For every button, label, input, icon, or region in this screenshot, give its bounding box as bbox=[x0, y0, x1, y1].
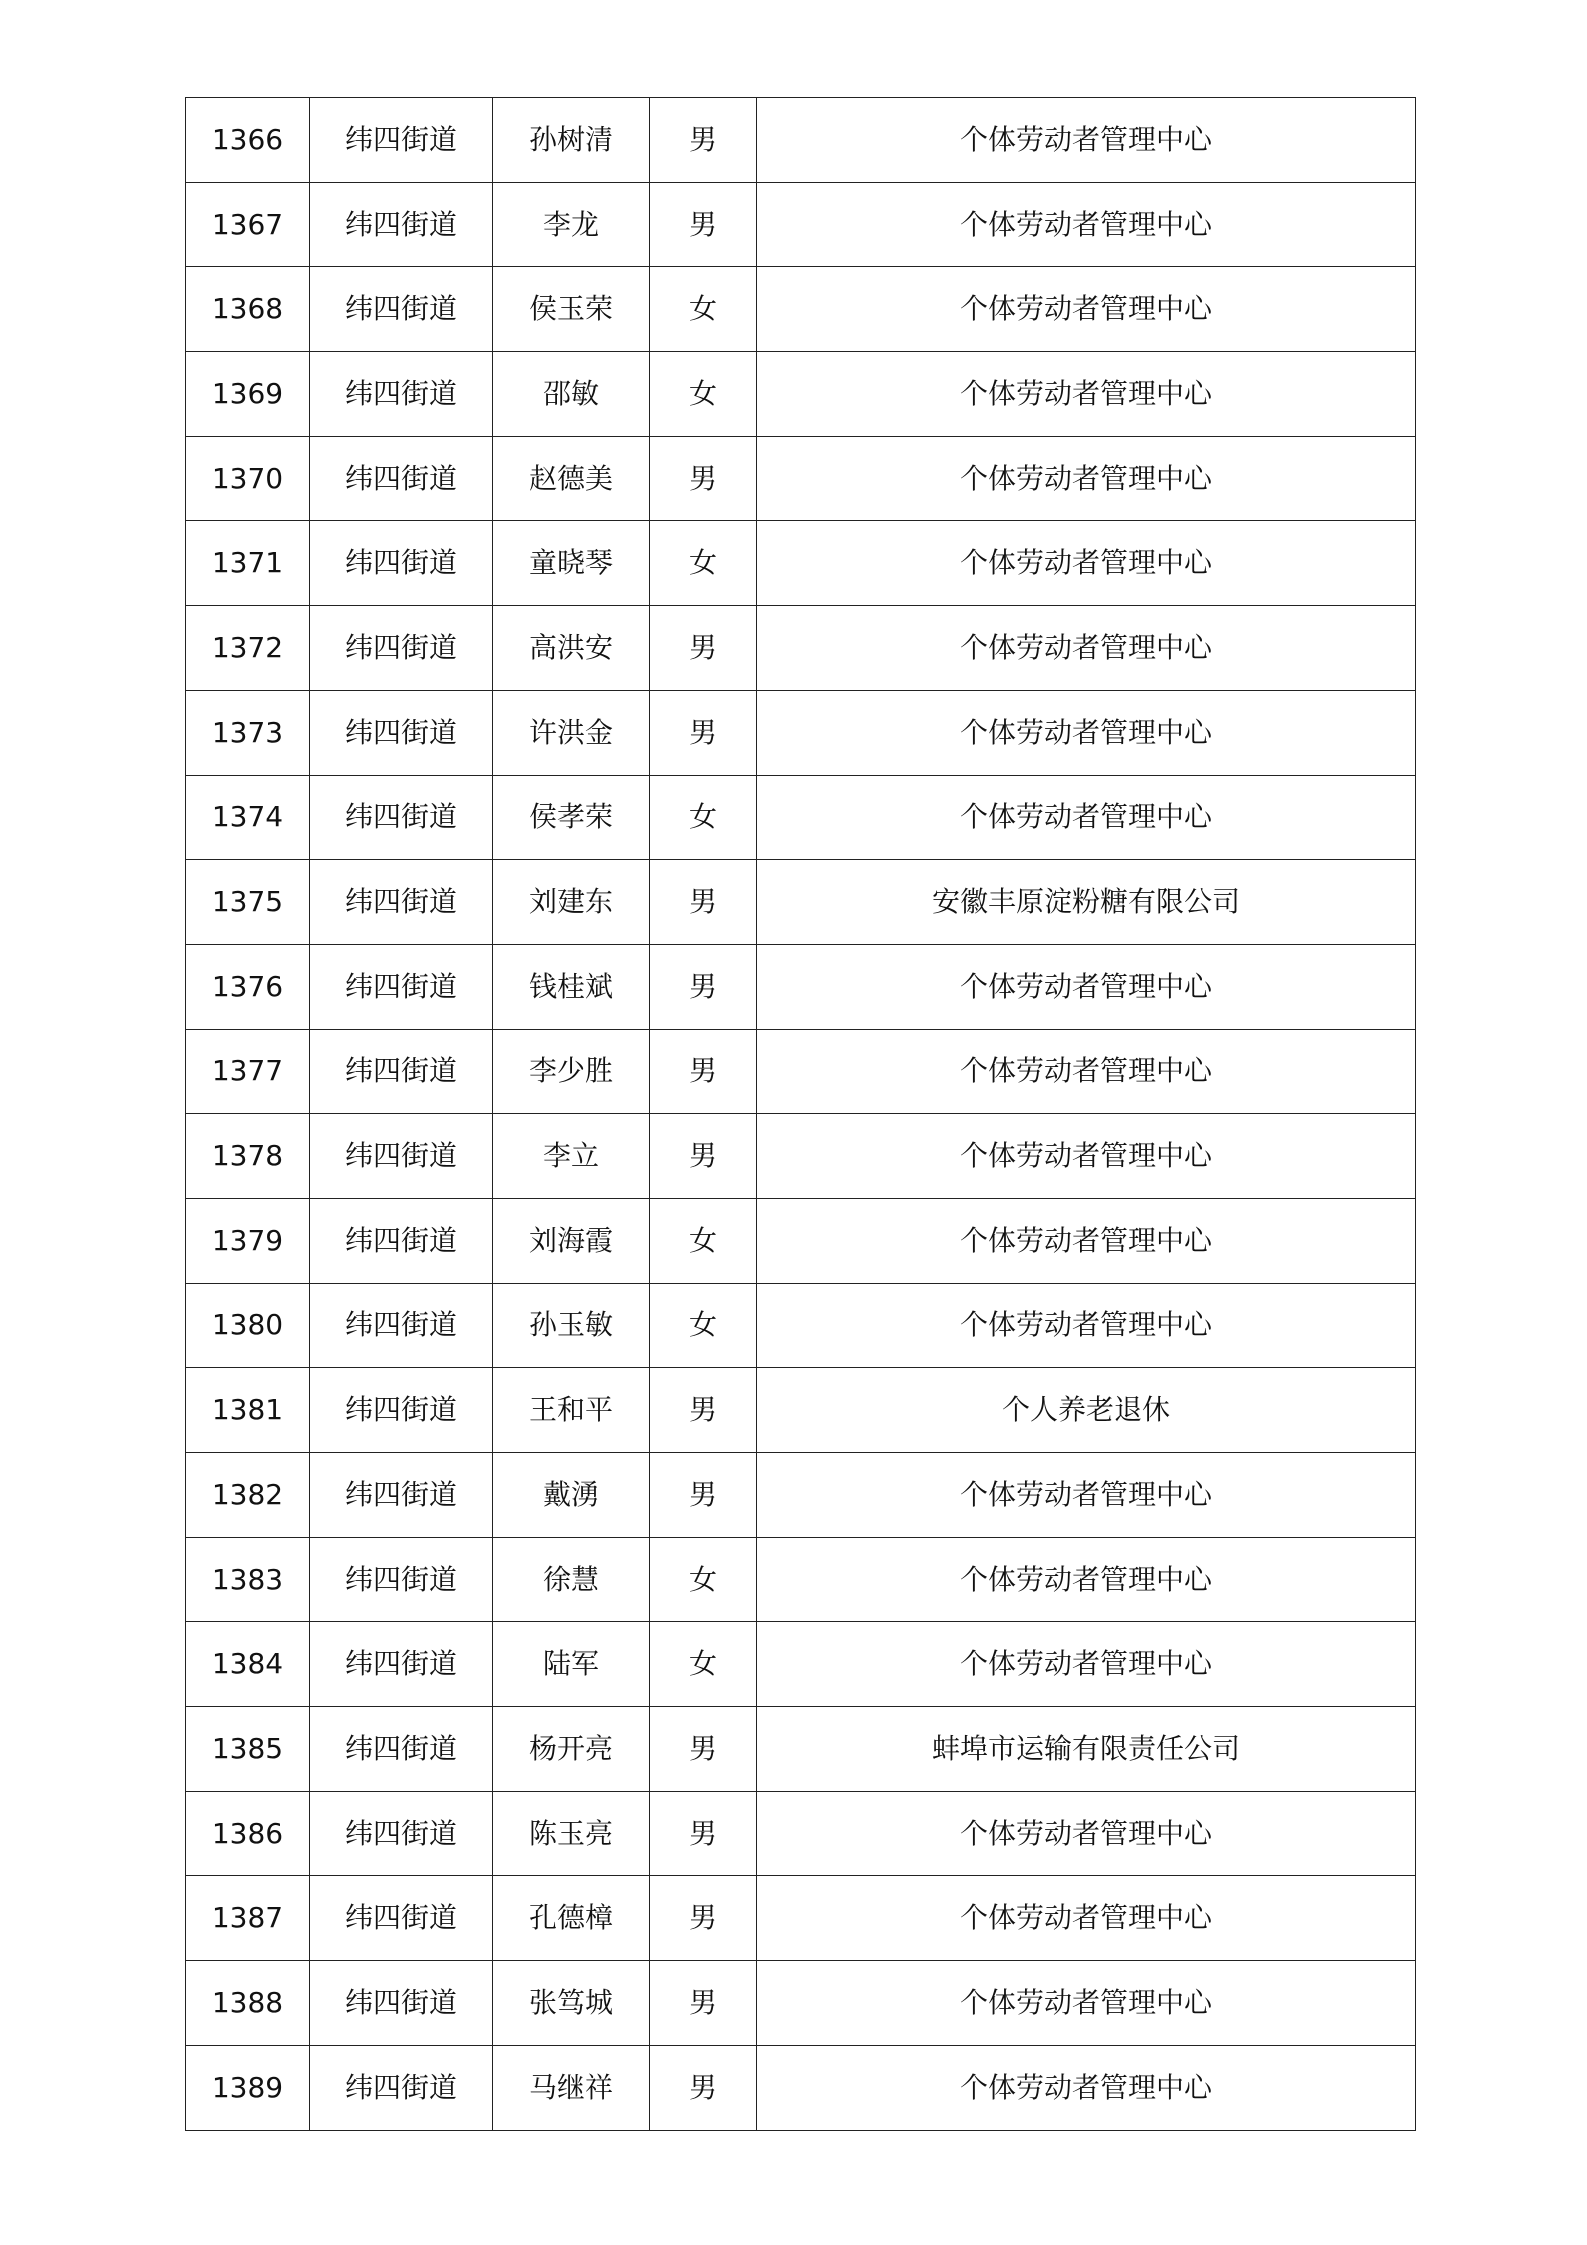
person-name-cell: 杨开亮 bbox=[493, 1707, 650, 1792]
roster-table bbox=[185, 97, 1416, 2131]
gender-cell: 女 bbox=[650, 1283, 757, 1368]
work-unit-cell: 安徽丰原淀粉糖有限公司 bbox=[757, 860, 1416, 945]
row-number-cell: 1388 bbox=[186, 1961, 310, 2046]
table-row bbox=[186, 1283, 1416, 1368]
street-cell: 纬四街道 bbox=[310, 1198, 493, 1283]
gender-cell: 男 bbox=[650, 690, 757, 775]
person-name-cell: 李龙 bbox=[493, 182, 650, 267]
row-number-cell: 1377 bbox=[186, 1029, 310, 1114]
gender-cell: 女 bbox=[650, 1622, 757, 1707]
street-cell: 纬四街道 bbox=[310, 1029, 493, 1114]
work-unit-cell: 个人养老退休 bbox=[757, 1368, 1416, 1453]
table-row bbox=[186, 1198, 1416, 1283]
work-unit-cell: 个体劳动者管理中心 bbox=[757, 1791, 1416, 1876]
table-row bbox=[186, 1537, 1416, 1622]
person-name-cell: 侯孝荣 bbox=[493, 775, 650, 860]
gender-cell: 女 bbox=[650, 1198, 757, 1283]
gender-cell: 男 bbox=[650, 944, 757, 1029]
gender-cell: 男 bbox=[650, 1368, 757, 1453]
street-cell: 纬四街道 bbox=[310, 352, 493, 437]
row-number-cell: 1375 bbox=[186, 860, 310, 945]
table-row bbox=[186, 1114, 1416, 1199]
street-cell: 纬四街道 bbox=[310, 1707, 493, 1792]
work-unit-cell: 个体劳动者管理中心 bbox=[757, 1537, 1416, 1622]
street-cell: 纬四街道 bbox=[310, 606, 493, 691]
gender-cell: 女 bbox=[650, 1537, 757, 1622]
work-unit-cell: 个体劳动者管理中心 bbox=[757, 98, 1416, 183]
row-number-cell: 1385 bbox=[186, 1707, 310, 1792]
gender-cell: 男 bbox=[650, 182, 757, 267]
work-unit-cell: 个体劳动者管理中心 bbox=[757, 1453, 1416, 1538]
gender-cell: 男 bbox=[650, 1791, 757, 1876]
row-number-cell: 1387 bbox=[186, 1876, 310, 1961]
gender-cell: 男 bbox=[650, 606, 757, 691]
person-name-cell: 高洪安 bbox=[493, 606, 650, 691]
person-name-cell: 孙玉敏 bbox=[493, 1283, 650, 1368]
street-cell: 纬四街道 bbox=[310, 1876, 493, 1961]
gender-cell: 男 bbox=[650, 98, 757, 183]
table-row bbox=[186, 944, 1416, 1029]
gender-cell: 男 bbox=[650, 2045, 757, 2130]
table-row bbox=[186, 860, 1416, 945]
row-number-cell: 1370 bbox=[186, 436, 310, 521]
row-number-cell: 1374 bbox=[186, 775, 310, 860]
row-number-cell: 1371 bbox=[186, 521, 310, 606]
person-name-cell: 许洪金 bbox=[493, 690, 650, 775]
work-unit-cell: 个体劳动者管理中心 bbox=[757, 1029, 1416, 1114]
table-row bbox=[186, 267, 1416, 352]
person-name-cell: 钱桂斌 bbox=[493, 944, 650, 1029]
person-name-cell: 刘海霞 bbox=[493, 1198, 650, 1283]
gender-cell: 男 bbox=[650, 1876, 757, 1961]
gender-cell: 男 bbox=[650, 1707, 757, 1792]
row-number-cell: 1382 bbox=[186, 1453, 310, 1538]
table-row bbox=[186, 436, 1416, 521]
table-row bbox=[186, 182, 1416, 267]
work-unit-cell: 个体劳动者管理中心 bbox=[757, 775, 1416, 860]
person-name-cell: 徐慧 bbox=[493, 1537, 650, 1622]
gender-cell: 男 bbox=[650, 436, 757, 521]
gender-cell: 男 bbox=[650, 1453, 757, 1538]
street-cell: 纬四街道 bbox=[310, 521, 493, 606]
person-name-cell: 陈玉亮 bbox=[493, 1791, 650, 1876]
person-name-cell: 童晓琴 bbox=[493, 521, 650, 606]
street-cell: 纬四街道 bbox=[310, 98, 493, 183]
row-number-cell: 1389 bbox=[186, 2045, 310, 2130]
row-number-cell: 1384 bbox=[186, 1622, 310, 1707]
row-number-cell: 1380 bbox=[186, 1283, 310, 1368]
row-number-cell: 1372 bbox=[186, 606, 310, 691]
work-unit-cell: 个体劳动者管理中心 bbox=[757, 1114, 1416, 1199]
person-name-cell: 陆军 bbox=[493, 1622, 650, 1707]
street-cell: 纬四街道 bbox=[310, 2045, 493, 2130]
row-number-cell: 1376 bbox=[186, 944, 310, 1029]
street-cell: 纬四街道 bbox=[310, 436, 493, 521]
row-number-cell: 1368 bbox=[186, 267, 310, 352]
work-unit-cell: 个体劳动者管理中心 bbox=[757, 267, 1416, 352]
street-cell: 纬四街道 bbox=[310, 1537, 493, 1622]
row-number-cell: 1373 bbox=[186, 690, 310, 775]
gender-cell: 男 bbox=[650, 860, 757, 945]
row-number-cell: 1366 bbox=[186, 98, 310, 183]
street-cell: 纬四街道 bbox=[310, 1622, 493, 1707]
street-cell: 纬四街道 bbox=[310, 944, 493, 1029]
work-unit-cell: 蚌埠市运输有限责任公司 bbox=[757, 1707, 1416, 1792]
street-cell: 纬四街道 bbox=[310, 1283, 493, 1368]
gender-cell: 男 bbox=[650, 1029, 757, 1114]
work-unit-cell: 个体劳动者管理中心 bbox=[757, 521, 1416, 606]
person-name-cell: 刘建东 bbox=[493, 860, 650, 945]
gender-cell: 女 bbox=[650, 267, 757, 352]
person-name-cell: 王和平 bbox=[493, 1368, 650, 1453]
row-number-cell: 1378 bbox=[186, 1114, 310, 1199]
street-cell: 纬四街道 bbox=[310, 860, 493, 945]
table-row bbox=[186, 775, 1416, 860]
person-name-cell: 孙树清 bbox=[493, 98, 650, 183]
table-row bbox=[186, 1368, 1416, 1453]
row-number-cell: 1383 bbox=[186, 1537, 310, 1622]
table-row bbox=[186, 1453, 1416, 1538]
row-number-cell: 1386 bbox=[186, 1791, 310, 1876]
table-row bbox=[186, 1707, 1416, 1792]
work-unit-cell: 个体劳动者管理中心 bbox=[757, 1622, 1416, 1707]
street-cell: 纬四街道 bbox=[310, 1453, 493, 1538]
row-number-cell: 1379 bbox=[186, 1198, 310, 1283]
person-name-cell: 张笃城 bbox=[493, 1961, 650, 2046]
table-row bbox=[186, 2045, 1416, 2130]
person-name-cell: 赵德美 bbox=[493, 436, 650, 521]
work-unit-cell: 个体劳动者管理中心 bbox=[757, 352, 1416, 437]
person-name-cell: 马继祥 bbox=[493, 2045, 650, 2130]
person-name-cell: 李少胜 bbox=[493, 1029, 650, 1114]
table-row bbox=[186, 1029, 1416, 1114]
street-cell: 纬四街道 bbox=[310, 182, 493, 267]
table-row bbox=[186, 1961, 1416, 2046]
person-name-cell: 李立 bbox=[493, 1114, 650, 1199]
person-name-cell: 戴湧 bbox=[493, 1453, 650, 1538]
work-unit-cell: 个体劳动者管理中心 bbox=[757, 2045, 1416, 2130]
table-row bbox=[186, 690, 1416, 775]
gender-cell: 男 bbox=[650, 1961, 757, 2046]
table-row bbox=[186, 352, 1416, 437]
work-unit-cell: 个体劳动者管理中心 bbox=[757, 1876, 1416, 1961]
work-unit-cell: 个体劳动者管理中心 bbox=[757, 1198, 1416, 1283]
row-number-cell: 1367 bbox=[186, 182, 310, 267]
row-number-cell: 1369 bbox=[186, 352, 310, 437]
work-unit-cell: 个体劳动者管理中心 bbox=[757, 606, 1416, 691]
table-row bbox=[186, 1622, 1416, 1707]
street-cell: 纬四街道 bbox=[310, 1368, 493, 1453]
gender-cell: 男 bbox=[650, 1114, 757, 1199]
work-unit-cell: 个体劳动者管理中心 bbox=[757, 1961, 1416, 2046]
row-number-cell: 1381 bbox=[186, 1368, 310, 1453]
work-unit-cell: 个体劳动者管理中心 bbox=[757, 1283, 1416, 1368]
street-cell: 纬四街道 bbox=[310, 1961, 493, 2046]
table-row bbox=[186, 521, 1416, 606]
table-row bbox=[186, 606, 1416, 691]
street-cell: 纬四街道 bbox=[310, 267, 493, 352]
street-cell: 纬四街道 bbox=[310, 1114, 493, 1199]
work-unit-cell: 个体劳动者管理中心 bbox=[757, 182, 1416, 267]
gender-cell: 女 bbox=[650, 775, 757, 860]
person-name-cell: 孔德樟 bbox=[493, 1876, 650, 1961]
street-cell: 纬四街道 bbox=[310, 775, 493, 860]
street-cell: 纬四街道 bbox=[310, 1791, 493, 1876]
table-row bbox=[186, 1791, 1416, 1876]
table-row bbox=[186, 1876, 1416, 1961]
work-unit-cell: 个体劳动者管理中心 bbox=[757, 690, 1416, 775]
work-unit-cell: 个体劳动者管理中心 bbox=[757, 944, 1416, 1029]
work-unit-cell: 个体劳动者管理中心 bbox=[757, 436, 1416, 521]
table-row bbox=[186, 98, 1416, 183]
person-name-cell: 邵敏 bbox=[493, 352, 650, 437]
roster-table-body bbox=[186, 98, 1416, 2131]
street-cell: 纬四街道 bbox=[310, 690, 493, 775]
gender-cell: 女 bbox=[650, 352, 757, 437]
gender-cell: 女 bbox=[650, 521, 757, 606]
person-name-cell: 侯玉荣 bbox=[493, 267, 650, 352]
